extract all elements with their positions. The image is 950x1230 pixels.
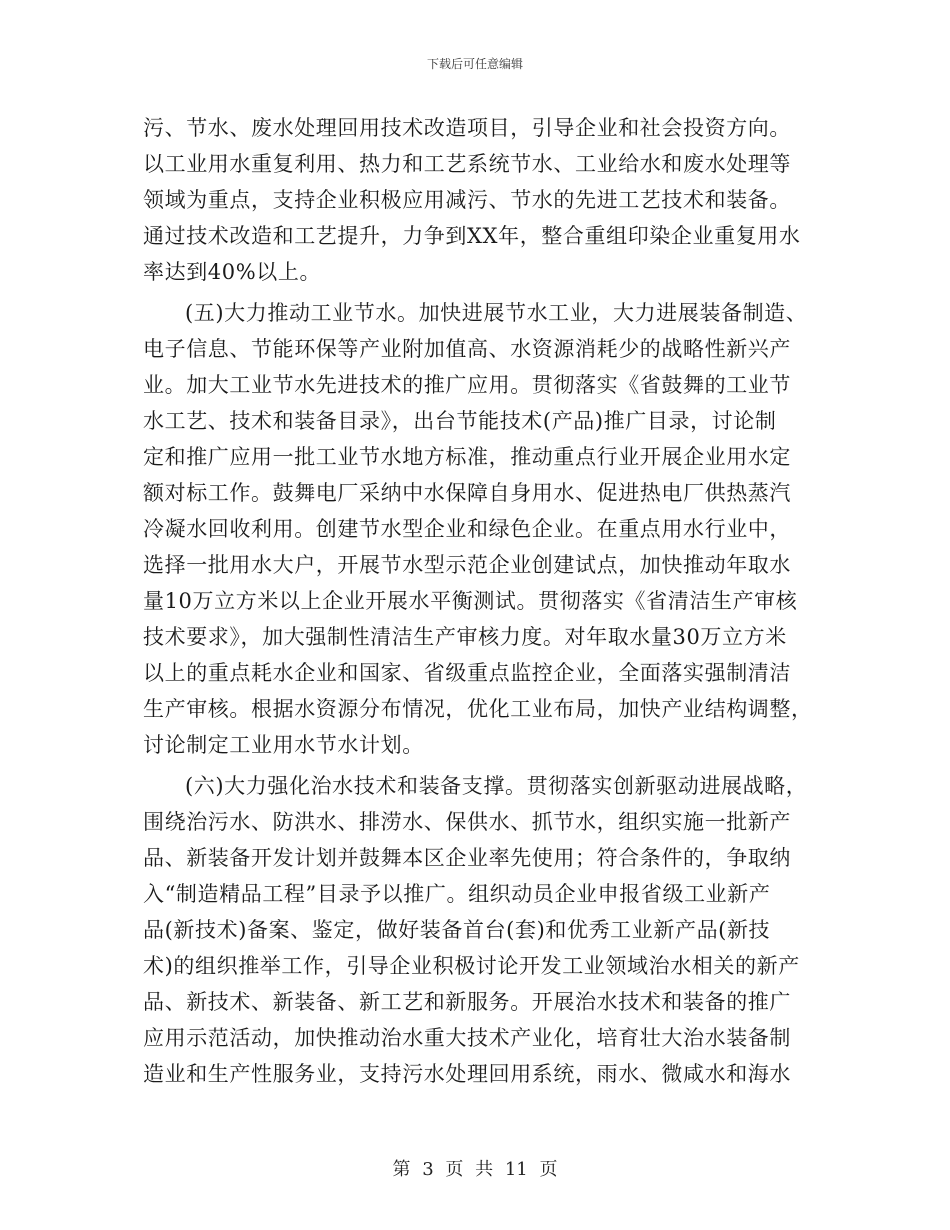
document-body [143,110,813,1092]
text-line: 讨论制定工业用水节水计划。 [143,733,424,757]
text-line: 污、节水、废水处理回用技术改造项目，引导企业和社会投资方向。 [143,116,791,140]
text-line: 品、新装备开发计划并鼓舞本区企业率先使用；符合条件的，争取纳 [143,846,791,870]
text-line: 业。加大工业节水先进技术的推广应用。贯彻落实《省鼓舞的工业节 [143,373,791,397]
text-line: 品、新技术、新装备、新工艺和新服务。开展治水技术和装备的推广 [143,990,791,1014]
text-line: 品(新技术)备案、鉴定，做好装备首台(套)和优秀工业新产品(新技 [143,918,771,942]
text-line: 选择一批用水大户，开展节水型示范企业创建试点，加快推动年取水 [143,553,791,577]
text-line: 术)的组织推举工作，引导企业积极讨论开发工业领域治水相关的新产 [143,954,800,978]
text-line: 应用示范活动，加快推动治水重大技术产业化，培育壮大治水装备制 [143,1026,791,1050]
text-line: 领域为重点，支持企业积极应用减污、节水的先进工艺技术和装备。 [143,188,791,212]
text-line: 通过技术改造和工艺提升，力争到XX年，整合重组印染企业重复用水 [143,224,801,248]
text-line: 入“制造精品工程”目录予以推广。组织动员企业申报省级工业新产 [143,882,771,906]
paragraph [143,768,813,1092]
text-line: 量10万立方米以上企业开展水平衡测试。贯彻落实《省清洁生产审核 [143,589,798,613]
text-line: 以工业用水重复利用、热力和工艺系统节水、工业给水和废水处理等 [143,152,791,176]
paragraph [143,295,813,763]
page-header: 下载后可任意编辑 [426,57,523,71]
text-line: 率达到40%以上。 [143,260,322,284]
text-line: 生产审核。根据水资源分布情况，优化工业布局，加快产业结构调整， [143,697,813,721]
text-line: 冷凝水回收利用。创建节水型企业和绿色企业。在重点用水行业中， [143,517,791,541]
text-line: (五)大力推动工业节水。加快进展节水工业，大力进展装备制造、 [185,301,808,325]
text-line: 定和推广应用一批工业节水地方标准，推动重点行业开展企业用水定 [143,445,791,469]
page-number-footer: 第 3 页 共 11 页 [392,1159,558,1180]
text-line: 围绕治污水、防洪水、排涝水、保供水、抓节水，组织实施一批新产 [143,810,791,834]
text-line: 电子信息、节能环保等产业附加值高、水资源消耗少的战略性新兴产 [143,337,791,361]
paragraph [143,110,813,290]
text-line: 以上的重点耗水企业和国家、省级重点监控企业，全面落实强制清洁 [143,661,791,685]
text-line: 额对标工作。鼓舞电厂采纳中水保障自身用水、促进热电厂供热蒸汽 [143,481,791,505]
text-line: 水工艺、技术和装备目录》，出台节能技术(产品)推广目录，讨论制 [143,409,777,433]
text-line: (六)大力强化治水技术和装备支撑。贯彻落实创新驱动进展战略， [185,774,808,798]
text-line: 造业和生产性服务业，支持污水处理回用系统，雨水、微咸水和海水 [143,1062,791,1086]
text-line: 技术要求》，加大强制性清洁生产审核力度。对年取水量30万立方米 [143,625,787,649]
